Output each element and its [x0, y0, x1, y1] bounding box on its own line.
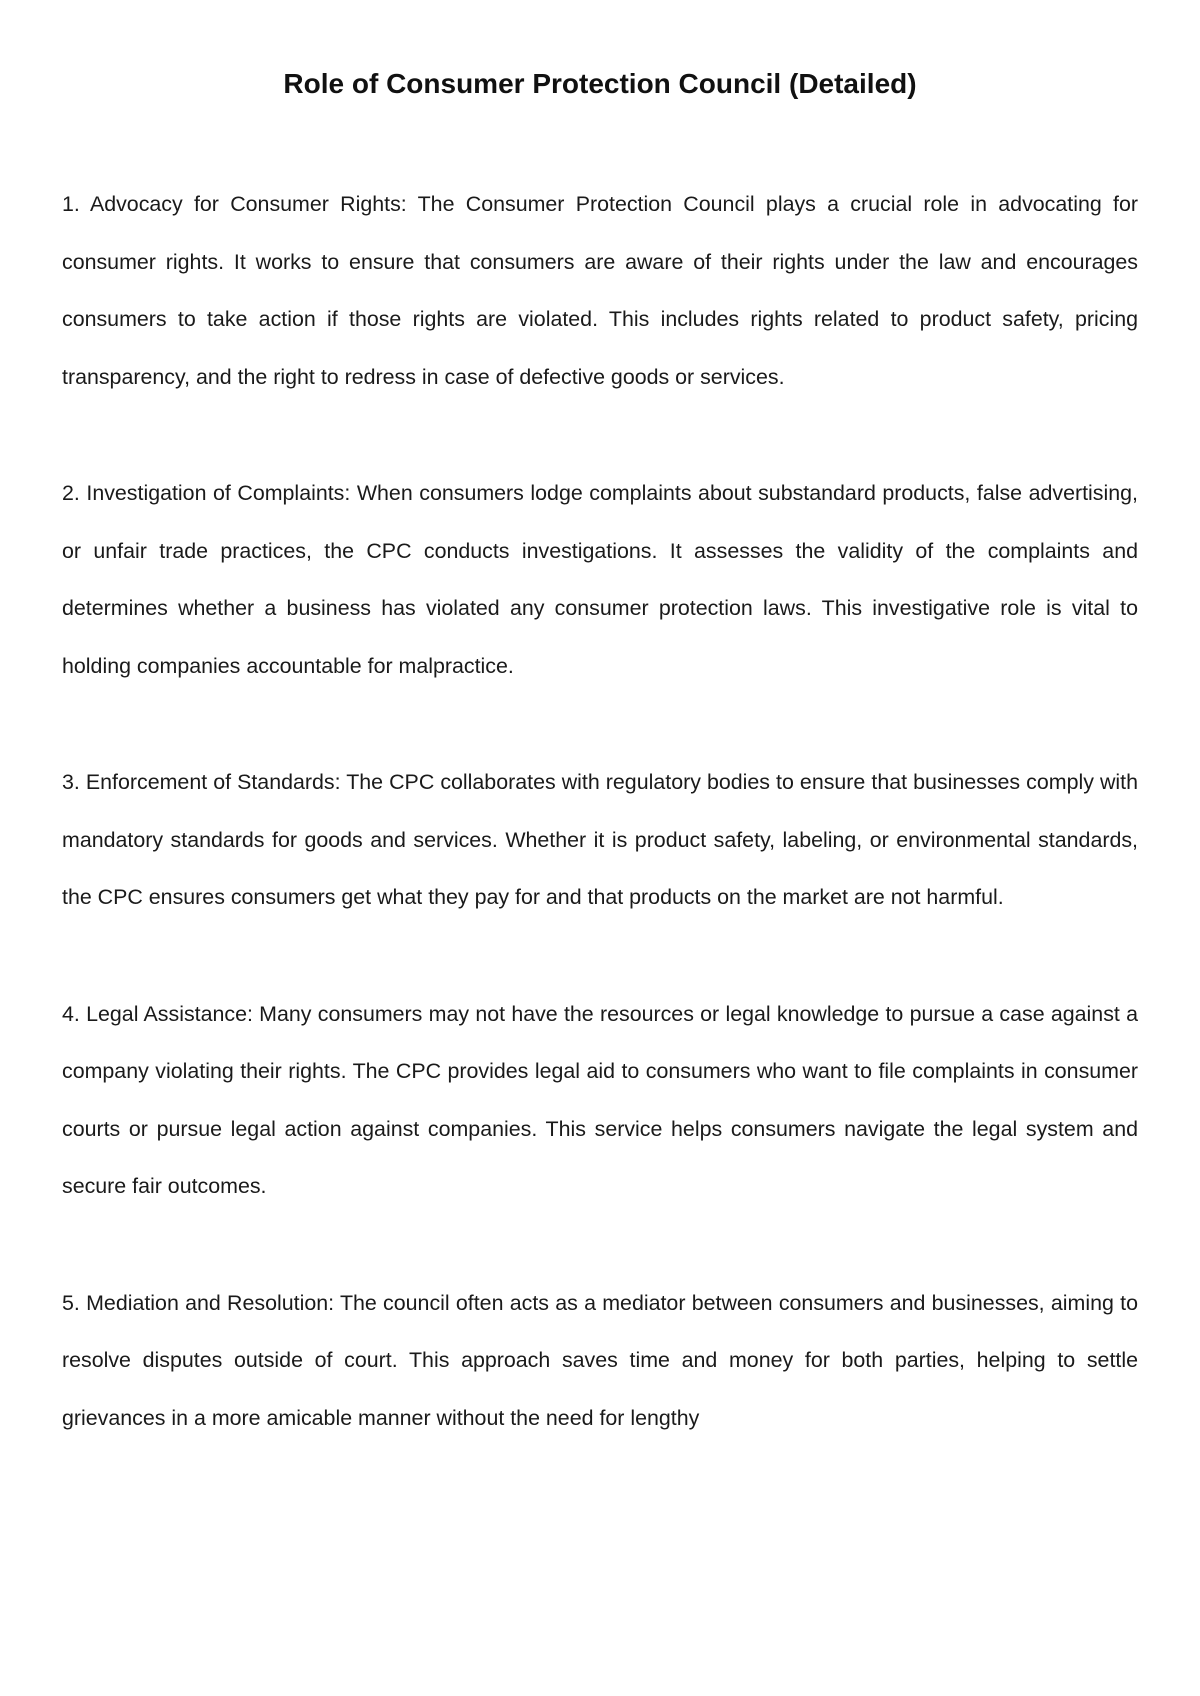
paragraph-enforcement: 3. Enforcement of Standards: The CPC collaborates with regulatory bodies to ensure that businesses comply with mandatory standards for goods and services. Whether it is product safety, labeling, or environmental standards, the CPC ensures consumers get what they pay for and that products on the market are not harmful.	[62, 770, 1138, 909]
document-title: Role of Consumer Protection Council (Detailed)	[283, 68, 917, 99]
paragraph-investigation: 2. Investigation of Complaints: When consumers lodge complaints about substandard products, false advertising, or unfair trade practices, the CPC conducts investigations. It assesses the validity of the complaints and determines whether a business has violated any consumer protection laws. This investigative role is vital to holding companies accountable for malpractice.	[62, 481, 1138, 678]
paragraph-advocacy: 1. Advocacy for Consumer Rights: The Consumer Protection Council plays a crucial role in advocating for consumer rights. It works to ensure that consumers are aware of their rights under the law and encourages consumers to take action if those rights are violated. This includes rights related to product safety, pricing transparency, and the right to redress in case of defective goods or services.	[62, 192, 1138, 389]
paragraph-mediation: 5. Mediation and Resolution: The council often acts as a mediator between consumers and businesses, aiming to resolve disputes outside of court. This approach saves time and money for both parties, helping to settle grievances in a more amicable manner without the need for lengthy	[62, 1290, 1138, 1430]
document-body	[62, 176, 1138, 1506]
paragraph-legal-assistance: 4. Legal Assistance: Many consumers may not have the resources or legal knowledge to pursue a case against a company violating their rights. The CPC provides legal aid to consumers who want to file complaints in consumer courts or pursue legal action against companies. This service helps consumers navigate the legal system and secure fair outcomes.	[62, 1001, 1138, 1198]
